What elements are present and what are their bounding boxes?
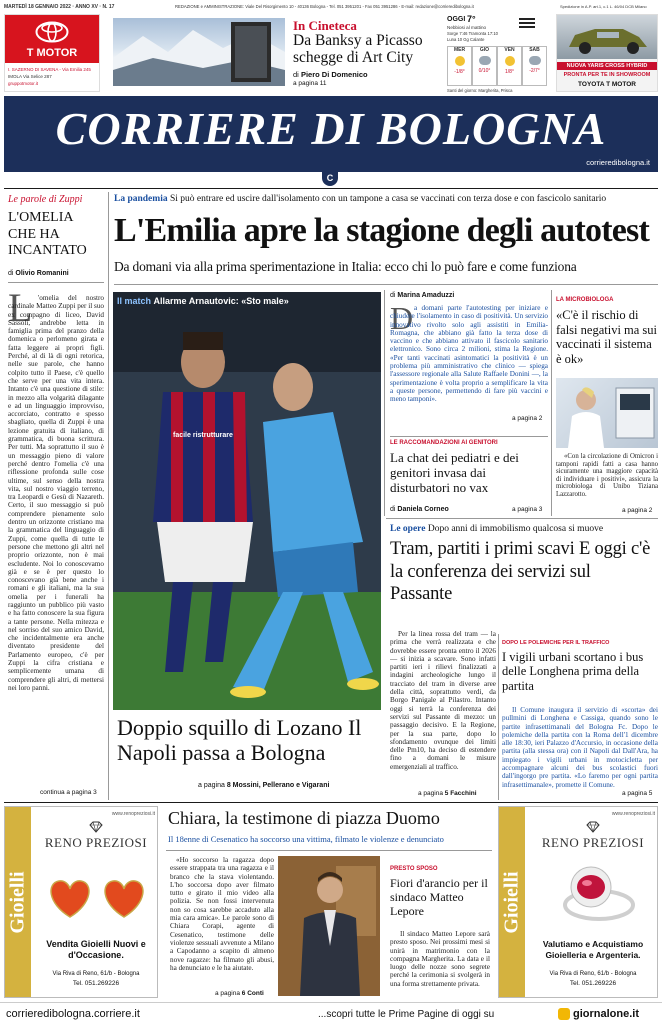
weather-moon: Luna 10 Gg Calante (447, 37, 485, 42)
toyota-logo-block (5, 15, 99, 63)
footer-promo: ...scopri tutte le Prime Pagine di oggi su (318, 1009, 495, 1020)
footer-bar (0, 1002, 662, 1025)
shirt-sponsor: facile ristrutturare (173, 432, 233, 439)
toyota-logo-icon (35, 21, 69, 43)
postal-notice: Spedizione in A.P. art.1, c.1 L. 46/04 DCB Milano (560, 4, 647, 9)
weather-title: OGGI (447, 16, 466, 23)
opinion-byline: di Olivio Romanini (8, 270, 69, 277)
vigili-body: Il Comune inaugura il servizio di «scorta» dei pullmini di Longhena e Cassiga, quando sono le partite infrasettimanali del Bologna Fc. Dopo le polemiche della partita con la Roma dell'1 dicembre alle 18:30, ieri Palazzo d'Accursio, in occasione della partita (alla stessa ora) con il Napoli dal Dall'Ara, ha impiegato i vigili urbani in motocicletta per accompagnare alcuni dei bus scolastici fuori dall'ingorgo pre partita. «Lo faremo per ogni partita infrasettimanale», promette il Comune. (502, 706, 658, 789)
cineteca-page-ref: a pagina 11 (293, 80, 327, 87)
forecast-day: SAB -2/7° (522, 46, 547, 86)
ad-brand: RENO PREZIOSI (541, 835, 645, 850)
reno-ad-left[interactable] (4, 806, 158, 998)
duomo-page-ref[interactable]: a pagina 6 Conti (215, 990, 264, 997)
masthead-url[interactable]: corrieredibologna.it (586, 158, 650, 167)
ad-brand: RENO PREZIOSI (44, 835, 148, 850)
tram-body: Per la linea rossa del tram — la prima che verrà realizzata e che dovrebbe essere pronta entro il 2026 — si inizia a scavare. Sono infatti partiti ieri i rilievi finalizzati a indagini archeologiche lungo il tracciato del tram in diverse aree della città, soprattutto verdi, da Borgo Panigale al Pilastro. Intanto oggi si terrà la conferenza dei servizi sul Passante di mezzo: un passaggio decisivo. E la Regione, per la sua parte, dopo lo sfondamento ovunque dei limiti delle Pm10, ha deciso di estendere fino a domani le misure emergenziali al traffico. (390, 630, 496, 771)
micro-body: «Con la circolazione di Omicron i tamponi rapidi fatti a casa hanno sicuramente una maggiore capacità di individuare i positivi», assicura la microbiologa di Unibo Tiziana Lazzarotto. (556, 453, 658, 498)
weather-saints: Santi del giorno: Margherita, Prisca (447, 88, 513, 93)
ad-vertical-word: Gioielli (500, 871, 523, 934)
dateline: MARTEDÌ 18 GENNAIO 2022 · ANNO XV · N. 17 (4, 4, 115, 10)
toyota-ad[interactable] (4, 14, 100, 92)
diamond-icon (88, 821, 104, 833)
heart-earrings-illustration (45, 873, 149, 923)
yaris-brand: TOYOTA T MOTOR (578, 81, 636, 88)
footer-site-link[interactable]: corrieredibologna.corriere.it (6, 1008, 140, 1020)
forecast-day: GIO 0/10° (472, 46, 497, 86)
ad-phone: Tel. 051.269226 (569, 980, 617, 987)
ad-address: Via Riva di Reno, 61/b - Bologna (52, 971, 140, 977)
footer-brand-link[interactable]: giornalone.it (573, 1008, 639, 1020)
cloud-icon (479, 56, 491, 65)
sport-kicker: Il match Allarme Arnautovic: «Sto male» (117, 296, 289, 306)
ad-vertical-word: Gioielli (6, 871, 29, 934)
vigili-kicker: DOPO LE POLEMICHE PER IL TRAFFICO (502, 640, 610, 646)
opinion-kicker: Le parole di Zuppi (8, 194, 83, 205)
pediatri-headline[interactable]: La chat dei pediatri e dei genitori invasa dai disturbatori no vax (390, 450, 519, 495)
weather-forecast (447, 46, 547, 86)
weather-desc: Nebbiosi al mattino (447, 25, 487, 30)
duomo-body: «Ho soccorso la ragazza dopo essere strappata tra una ragazza e il branco che la stava violentando. L'ho soccorsa dopo aver filmato tutto e girato il mio video alla polizia. Se non fossi intervenuta non so cosa sarebbe accaduto alla mia cara amica». Le parole sono di Chiara Corapi, agente di Cesenatico, testimone delle violenze sessuali avvenute a Milano a Capodanno a scapito di almeno nove ragazze: ha filmato gli abusi, ha denunciato e le ha aiutate. (170, 856, 274, 972)
masthead-title: CORRIERE DI BOLOGNA (55, 103, 607, 154)
yaris-line-1: NUOVA YARIS CROSS HYBRID (557, 62, 657, 70)
tram-kicker: Le opere Dopo anni di immobilismo qualcosa si muove (390, 524, 604, 534)
forecast-day: VEN 1/8° (497, 46, 522, 86)
reno-ad-right[interactable] (498, 806, 658, 998)
sun-icon (455, 56, 465, 66)
yaris-ad[interactable] (556, 14, 658, 92)
presto-kicker: PRESTO SPOSO (390, 866, 438, 872)
ad-slogan: Valutiamo e Acquistiamo Gioielleria e Argenteria. (542, 939, 644, 960)
diamond-icon (585, 821, 601, 833)
dealer-address-2: IMOLA Via Selice 287 (8, 74, 52, 79)
lab-scientist-illustration (556, 378, 658, 448)
tram-headline[interactable]: Tram, partiti i primi scavi E oggi c'è la conferenza dei servizi sul Passante (390, 539, 651, 604)
dealer-website: gruppotmotor.it (8, 81, 39, 86)
giornalone-logo-icon (558, 1008, 570, 1020)
opinion-continue[interactable]: continua a pagina 3 (40, 789, 97, 796)
ruby-ring-illustration (551, 859, 641, 931)
ad-domain[interactable]: www.renopreziosi.it (611, 811, 655, 817)
football-players-illustration (113, 292, 381, 710)
autotest-body: a domani parte l'autotesting per iniziare e chiudere l'isolamento in caso di positività. Un servizio innovativo rivolto solo agli assistiti in Emilia-Romagna, che abbiano già fatto la terza dose di vaccino e che abbiano attivato il fascicolo sanitario elettronico. Sono circa 2 milioni, stima la Regione. «Per tanti vaccinati asintomatici la positività è un problema più amministrativo che clinico — spiega l'assessore regionale alla Salute Raffaele Donini —, la sperimentazione è volta proprio a semplificare la vita a queste persone, permettendo di fare più vaccini e meno tamponi». (390, 304, 548, 404)
yaris-line-2: PRONTA PER TE IN SHOWROOM (563, 72, 651, 78)
vigili-page-ref[interactable]: a pagina 5 (622, 790, 653, 797)
duomo-subhead: Il 18enne di Cesenatico ha soccorso una vittima, filmato le violenze e denunciato (168, 834, 444, 844)
autotest-byline: di Marina Amaduzzi (390, 292, 455, 299)
micro-page-ref[interactable]: a pagina 2 (622, 507, 653, 514)
presto-headline[interactable]: Fiori d'arancio per il sindaco Matteo Lepore (390, 876, 488, 918)
masthead[interactable] (4, 96, 658, 172)
masthead-badge: C (322, 172, 338, 186)
pediatri-byline: di Daniela Corneo (390, 506, 449, 513)
redazione-info: REDAZIONE e AMMINISTRAZIONE: Viale Del Risorgimento 10 - 40136 Bologna - Tel. 051 3951201 - Fax 051 3951286 - E-mail: redazione@corrieredibologna.it (175, 4, 474, 9)
sport-photo[interactable] (113, 292, 381, 710)
sport-page-ref[interactable]: a pagina 8 Mossini, Pellerano e Vigarani (198, 782, 330, 789)
vigili-headline[interactable]: I vigili urbani scortano i bus delle Longhena prima della partita (502, 650, 644, 693)
tram-page-ref[interactable]: a pagina 5 Facchini (418, 790, 477, 797)
sport-headline[interactable]: Doppio squillo di Lozano Il Napoli passa a Bologna (117, 715, 362, 765)
sun-icon (505, 56, 515, 66)
cineteca-photo (113, 18, 285, 86)
lead-kicker: La pandemia Si può entrare ed uscire dall'isolamento con un tampone a casa se vaccinati con terza dose e con fascicolo sanitario (114, 194, 607, 204)
opinion-dropcap: L (8, 285, 33, 330)
micro-kicker: LA MICROBIOLOGA (556, 297, 614, 303)
opinion-body: 'omelia del nostro cardinale Matteo Zuppi per il suo ex compagno di liceo, David Sassoli, andrebbe letta in famiglia prima del pranzo della domenica o perlomeno girata e fatta leggere ai propri figli. Perché, al di là di ogni retorica, nelle sue parole, che hanno colpito tutto il Paese, c'è quello che serve per una vita intera. Intanto c'è una questione di stile: in mezzo alla volgarità dilagante e ad un linguaggio improvviso, accorciato, contratto e spesso sbagliato, quella di Zuppi è una lezione gratuita di italiano, di grammatica, di buona scrittura. Per tutti. Ma soprattutto il suo è un messaggio pieno di valore perché dentro l'omelia c'è una riflessione profonda sulle cose ultime, sul senso della nostra vita, sul nostro viaggio terreno, tra Leopardi e Gesù di Nazareth. Certo, il suo messaggio si può comprendere pienamente solo dentro un orizzonte cristiano ma la grammatica del linguaggio di Zuppi, come quella di tutte le persone che mettono gli altri nel proprio orizzonte, non è mai escludente. Noi lo conoscevamo già e se è per questo lo conoscevano già bene anche i romani e gli italiani, ma la sua omelia per i funerali ha raggiunto un pubblico più vasto e ha fatto conoscere la sua figura a tante persone. Nella mitezza e nel sorriso del suo amico David, che incidentalmente era anche diventato presidente del Parlamento europeo, c'è per Zuppi la cifra cristiana e semplicemente umana di comprendere gli altri, di mettersi nei loro panni. (8, 294, 104, 692)
pediatri-page-ref[interactable]: a pagina 3 (512, 506, 543, 513)
micro-headline[interactable]: «C'è il rischio di falsi negativi ma sui vaccinati il sistema è ok» (556, 308, 658, 366)
ad-address: Via Riva di Reno, 61/b - Bologna (549, 971, 637, 977)
pediatri-kicker: LE RACCOMANDAZIONI AI GENITORI (390, 440, 498, 446)
weather-sun: Sorge 7:46 Tramonta 17:10 (447, 31, 498, 36)
ad-slogan: Vendita Gioielli Nuovi e d'Occasione. (46, 939, 146, 960)
weather-temp: 7° (467, 14, 476, 24)
forecast-day: MER -1/8° (447, 46, 472, 86)
lead-headline[interactable]: L'Emilia apre la stagione degli autotest (114, 212, 649, 249)
autotest-page-ref[interactable]: a pagina 2 (512, 415, 543, 422)
car-icon (557, 15, 657, 59)
presto-body: Il sindaco Matteo Lepore sarà presto sposo. Nei prossimi mesi si unirà in matrimonio con la compagna Margherita. La data e il luogo delle nozze sono segrete perché la cerimonia si svolgerà in una forma strettamente privata. (390, 930, 490, 988)
cineteca-byline: di Piero Di Domenico (293, 70, 368, 79)
mountain-illustration (113, 18, 285, 86)
ad-domain[interactable]: www.renopreziosi.it (111, 811, 155, 817)
lepore-photo (278, 856, 380, 996)
ad-phone: Tel. 051.269226 (72, 980, 120, 987)
tmotor-label: T MOTOR (26, 47, 78, 59)
menu-icon (519, 16, 535, 30)
weather-box (447, 14, 547, 92)
yaris-car-photo (557, 15, 657, 59)
cloud-icon (529, 56, 541, 65)
cineteca-headline[interactable]: Da Banksy a Picasso schegge di Art City (293, 32, 423, 66)
mayor-portrait-illustration (278, 856, 380, 996)
micro-photo (556, 378, 658, 448)
duomo-headline[interactable]: Chiara, la testimone di piazza Duomo (168, 808, 440, 828)
lead-subhead: Da domani via alla prima sperimentazione in Italia: ecco chi lo può fare e come funziona (114, 259, 577, 274)
opinion-headline[interactable]: L'OMELIA CHE HA INCANTATO (8, 210, 87, 258)
autotest-dropcap: D (390, 300, 414, 336)
dealer-address-1: I. SAZERNO DI SAVENA - Via Emilia 245 (8, 67, 91, 72)
cineteca-kicker: In Cineteca (293, 18, 357, 33)
